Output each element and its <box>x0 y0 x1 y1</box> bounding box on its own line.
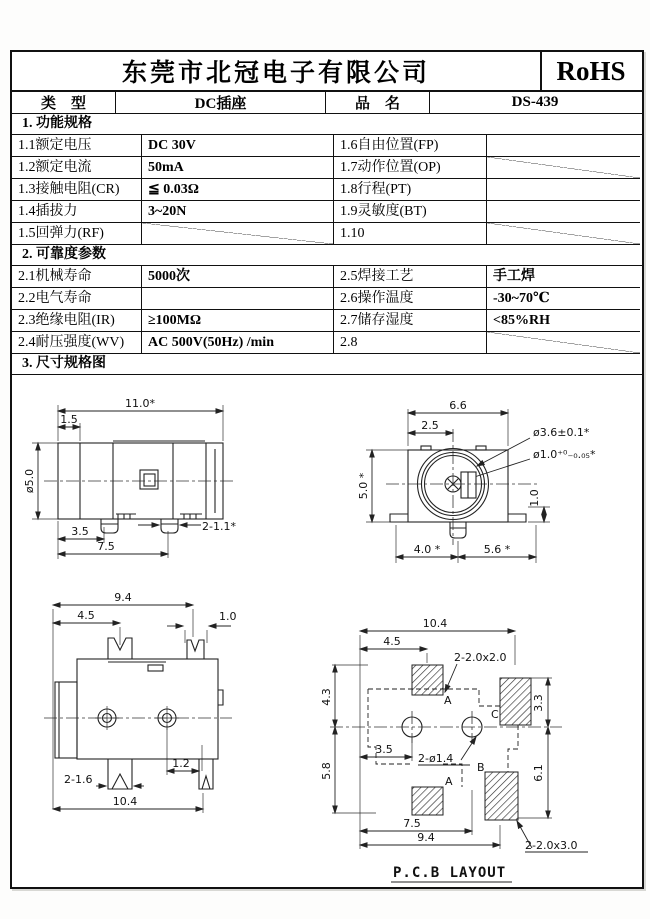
bottom-view-body <box>44 638 232 789</box>
dim-label: 5.0 * <box>357 472 370 500</box>
section1-table <box>12 135 642 245</box>
pad-label-a: A <box>444 694 452 707</box>
dim-label: 5.8 <box>320 762 333 780</box>
spec-label: 1.9灵敏度(BT) <box>334 201 487 223</box>
section3-title: 3. 尺寸规格图 <box>12 354 642 375</box>
spec-value <box>487 201 640 223</box>
spec-value-na <box>487 223 640 245</box>
dim-label: 5.6 * <box>483 543 511 556</box>
dim-label: 2-1.1* <box>202 520 236 533</box>
section2-title: 2. 可靠度参数 <box>12 245 642 266</box>
pad-label-c: C <box>491 708 499 721</box>
rohs-badge: RoHS <box>540 52 640 90</box>
side-view-drawing <box>18 397 258 577</box>
dim-label: 10.4 <box>112 795 138 808</box>
dim-label: 1.0 <box>219 610 237 623</box>
spec-label: 2.1机械寿命 <box>12 266 142 288</box>
product-name-label: 品 名 <box>326 92 430 113</box>
spec-label: 2.3绝缘电阻(IR) <box>12 310 142 332</box>
dim-label: 11.0* <box>125 397 155 410</box>
dim-label: 2-ø1.4 <box>418 752 454 765</box>
type-value: DC插座 <box>116 92 326 113</box>
spec-label: 1.6自由位置(FP) <box>334 135 487 157</box>
section2-table <box>12 266 642 354</box>
spec-label: 1.5回弹力(RF) <box>12 223 142 245</box>
spec-label: 1.2额定电流 <box>12 157 142 179</box>
spec-label: 1.3接触电阻(CR) <box>12 179 142 201</box>
side-view-extension-lines <box>32 405 223 559</box>
pcb-pads <box>412 665 531 820</box>
spec-value: 3~20N <box>142 201 334 223</box>
dim-label: 1.5 <box>60 413 78 426</box>
spec-value-na <box>487 332 640 354</box>
spec-label: 2.5焊接工艺 <box>334 266 487 288</box>
dim-label: 4.3 <box>320 688 333 706</box>
spec-label: 2.4耐压强度(WV) <box>12 332 142 354</box>
pcb-layout-drawing <box>320 605 650 887</box>
product-name-value: DS-439 <box>511 94 559 110</box>
dim-label: 7.5 <box>97 540 115 553</box>
spec-value <box>142 288 334 310</box>
spec-label: 2.6操作温度 <box>334 288 487 310</box>
dim-label: 2-1.6 <box>64 773 93 786</box>
dim-label: 6.6 <box>449 399 467 412</box>
dim-label: 3.5 <box>375 743 393 756</box>
spec-sheet-page <box>10 50 644 889</box>
spec-value: -30~70℃ <box>487 288 640 310</box>
spec-value-na <box>142 223 334 245</box>
spec-value-na <box>487 157 640 179</box>
spec-label: 2.2电气寿命 <box>12 288 142 310</box>
company-title: 东莞市北冠电子有限公司 <box>121 60 430 87</box>
dim-label: 4.0 * <box>413 543 441 556</box>
dim-label: 2.5 <box>421 419 439 432</box>
dim-label: ø3.6±0.1* <box>533 426 590 439</box>
pcb-dimension-lines <box>335 631 588 852</box>
pad-label-a: A <box>445 775 453 788</box>
spec-label: 1.8行程(PT) <box>334 179 487 201</box>
section1-title: 1. 功能规格 <box>12 114 642 135</box>
dim-label: 2-2.0x2.0 <box>454 651 507 664</box>
spec-value: 手工焊 <box>487 266 640 288</box>
front-view-body <box>386 429 540 545</box>
dim-label: 3.3 <box>532 694 545 712</box>
spec-value: AC 500V(50Hz) /min <box>142 332 334 354</box>
dim-label: 3.5 <box>71 525 89 538</box>
spec-label: 1.1额定电压 <box>12 135 142 157</box>
type-row <box>12 92 642 114</box>
dim-label: 10.4 <box>422 617 448 630</box>
dim-label: 1.0 <box>528 489 541 507</box>
dim-label: ø5.0 <box>23 468 36 494</box>
spec-value: ≥100MΩ <box>142 310 334 332</box>
spec-value: ≦ 0.03Ω <box>142 179 334 201</box>
dim-label: 4.5 <box>383 635 401 648</box>
type-label: 类 型 <box>12 92 116 113</box>
dim-label: 6.1 <box>532 764 545 782</box>
sheet-header <box>12 52 642 92</box>
dim-label: ø1.0⁺⁰₋₀.₀₅* <box>533 448 596 461</box>
spec-value: DC 30V <box>142 135 334 157</box>
front-view-drawing <box>348 395 648 587</box>
spec-value: 5000次 <box>142 266 334 288</box>
spec-value: 50mA <box>142 157 334 179</box>
dim-label: 7.5 <box>403 817 421 830</box>
bottom-view-drawing <box>26 585 326 820</box>
spec-value: <85%RH <box>487 310 640 332</box>
spec-value <box>487 135 640 157</box>
pcb-layout-title: P.C.B LAYOUT <box>393 865 507 881</box>
dim-label: 9.4 <box>417 831 435 844</box>
spec-label: 1.7动作位置(OP) <box>334 157 487 179</box>
spec-value <box>487 179 640 201</box>
spec-label: 1.10 <box>334 223 487 245</box>
dim-label: 2-2.0x3.0 <box>525 839 578 852</box>
spec-label: 1.4插拔力 <box>12 201 142 223</box>
pad-label-b: B <box>477 761 485 774</box>
spec-label: 2.7储存湿度 <box>334 310 487 332</box>
dim-label: 9.4 <box>114 591 132 604</box>
spec-label: 2.8 <box>334 332 487 354</box>
side-view-dimension-lines <box>38 411 223 554</box>
dim-label: 1.2 <box>172 757 190 770</box>
dim-label: 4.5 <box>77 609 95 622</box>
dimension-drawings <box>12 375 642 887</box>
